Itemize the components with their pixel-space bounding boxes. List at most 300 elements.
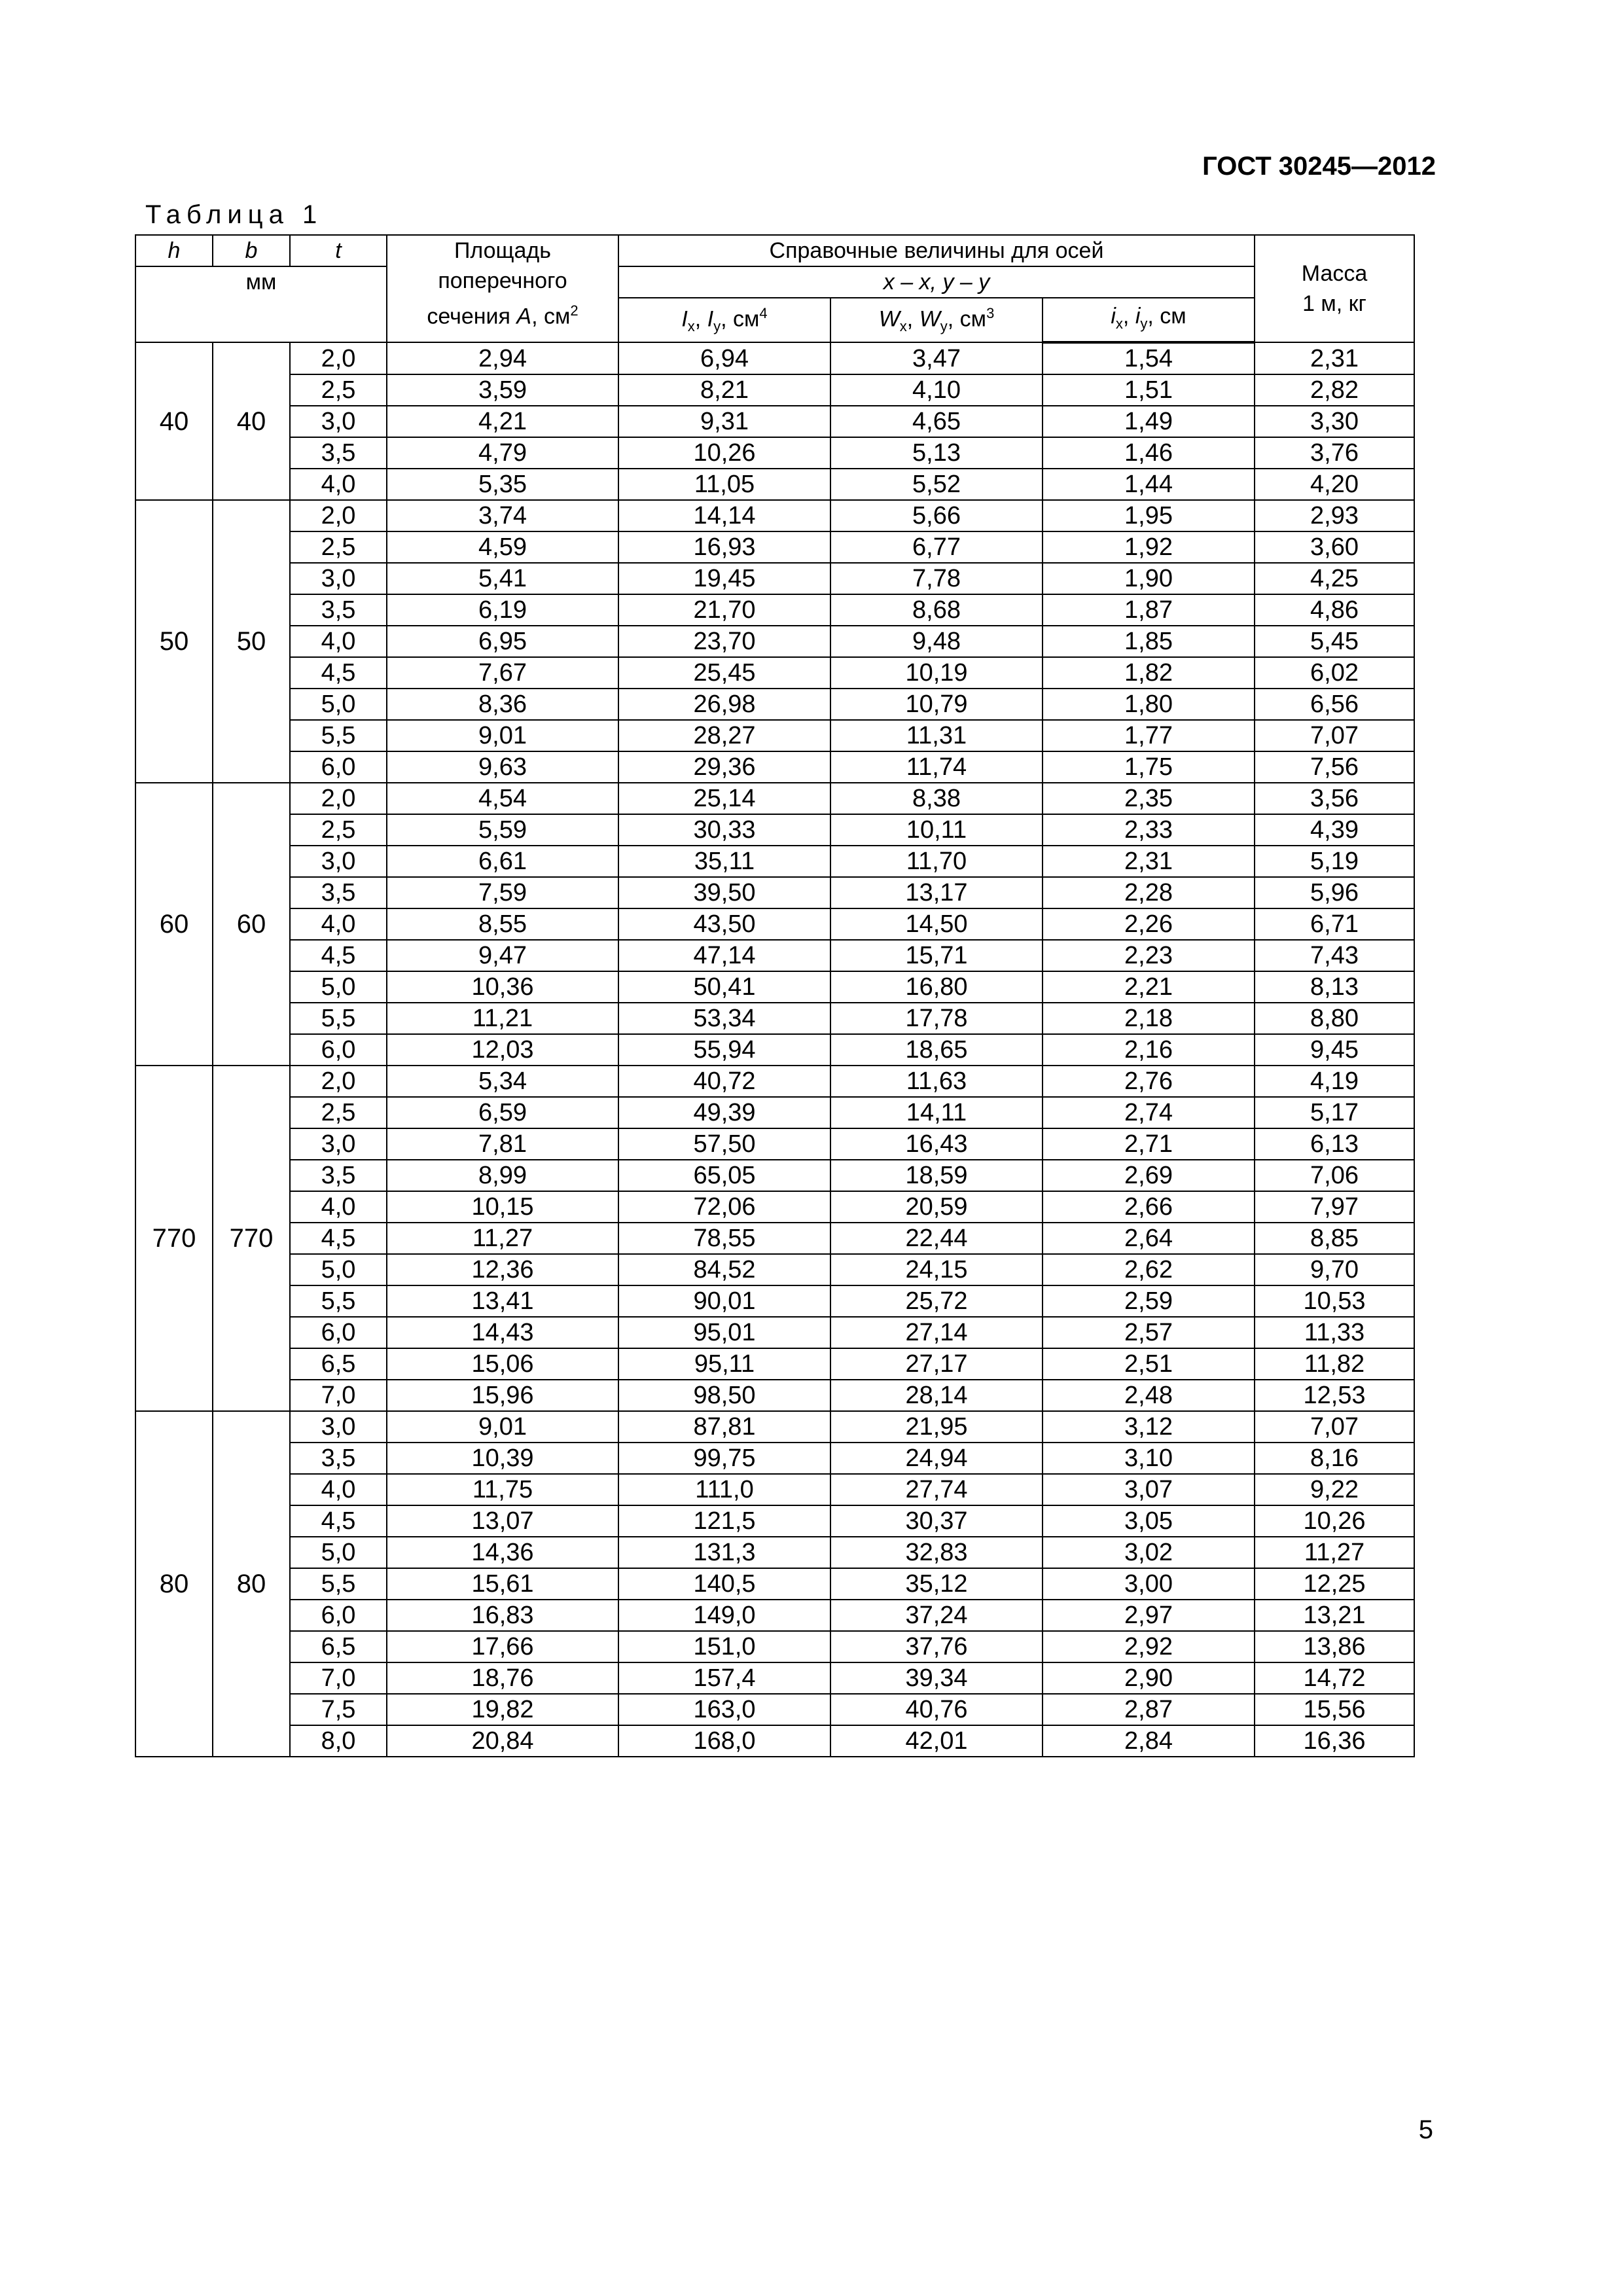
cell-area: 10,36 — [387, 971, 618, 1003]
cell-radius: 3,07 — [1043, 1474, 1255, 1505]
cell-area: 4,21 — [387, 406, 618, 437]
cell-modulus: 10,19 — [830, 657, 1043, 689]
group-b: 80 — [213, 1411, 290, 1757]
cell-mass: 3,60 — [1255, 531, 1414, 563]
cell-modulus: 42,01 — [830, 1725, 1043, 1757]
cell-radius: 1,49 — [1043, 406, 1255, 437]
cell-mass: 6,13 — [1255, 1128, 1414, 1160]
cell-radius: 2,57 — [1043, 1317, 1255, 1348]
cell-modulus: 24,15 — [830, 1254, 1043, 1285]
cell-inertia: 6,94 — [618, 342, 830, 374]
cell-t: 7,0 — [290, 1662, 387, 1694]
header-modulus-unit: , см — [947, 306, 987, 332]
cell-radius: 2,87 — [1043, 1694, 1255, 1725]
group-b: 40 — [213, 342, 290, 500]
header-inertia-a-sub: x — [687, 318, 695, 335]
cell-radius: 3,00 — [1043, 1568, 1255, 1600]
cell-t: 3,5 — [290, 1160, 387, 1191]
group-b: 50 — [213, 500, 290, 783]
header-mass-line2: 1 м, кг — [1302, 291, 1366, 317]
cell-radius: 2,51 — [1043, 1348, 1255, 1380]
header-inertia-b-sub: y — [713, 318, 721, 335]
cell-mass: 3,76 — [1255, 437, 1414, 469]
header-inertia-unit: , см — [721, 306, 760, 332]
cell-modulus: 27,74 — [830, 1474, 1043, 1505]
header-area-exp: 2 — [570, 302, 579, 319]
cell-inertia: 14,14 — [618, 500, 830, 531]
cell-inertia: 72,06 — [618, 1191, 830, 1223]
cell-radius: 2,31 — [1043, 846, 1255, 877]
cell-modulus: 8,68 — [830, 594, 1043, 626]
table-row — [135, 689, 1414, 720]
cell-radius: 2,35 — [1043, 783, 1255, 814]
table-caption: Таблица 1 — [145, 200, 323, 229]
cell-mass: 7,43 — [1255, 940, 1414, 971]
header-modulus-a: W — [878, 306, 900, 332]
cell-inertia: 157,4 — [618, 1662, 830, 1694]
cell-area: 8,55 — [387, 908, 618, 940]
header-modulus-a-sub: x — [899, 318, 907, 335]
cell-modulus: 15,71 — [830, 940, 1043, 971]
cell-mass: 3,30 — [1255, 406, 1414, 437]
cell-area: 18,76 — [387, 1662, 618, 1694]
cell-modulus: 5,13 — [830, 437, 1043, 469]
header-radius-a-sub: x — [1115, 315, 1123, 332]
cell-t: 6,5 — [290, 1631, 387, 1662]
table-row — [135, 594, 1414, 626]
cell-radius: 1,85 — [1043, 626, 1255, 657]
cell-radius: 2,21 — [1043, 971, 1255, 1003]
header-inertia-b: I — [707, 306, 714, 332]
cell-modulus: 16,43 — [830, 1128, 1043, 1160]
cell-mass: 11,33 — [1255, 1317, 1414, 1348]
cell-area: 10,15 — [387, 1191, 618, 1223]
table-row — [135, 1317, 1414, 1348]
cell-mass: 11,27 — [1255, 1537, 1414, 1568]
cell-t: 3,5 — [290, 877, 387, 908]
cell-mass: 4,39 — [1255, 814, 1414, 846]
table-row — [135, 1662, 1414, 1694]
cell-t: 6,0 — [290, 1034, 387, 1066]
cell-area: 5,34 — [387, 1066, 618, 1097]
table-row — [135, 1474, 1414, 1505]
cell-area: 5,35 — [387, 469, 618, 500]
cell-area: 6,61 — [387, 846, 618, 877]
header-modulus-b-sub: y — [940, 318, 948, 335]
cell-radius: 2,62 — [1043, 1254, 1255, 1285]
cell-mass: 11,82 — [1255, 1348, 1414, 1380]
header-area-line2: поперечного — [438, 268, 567, 293]
cell-mass: 5,96 — [1255, 877, 1414, 908]
cell-inertia: 25,14 — [618, 783, 830, 814]
cell-area: 17,66 — [387, 1631, 618, 1662]
table-row — [135, 1411, 1414, 1443]
cell-mass: 10,53 — [1255, 1285, 1414, 1317]
cell-t: 3,0 — [290, 1128, 387, 1160]
cell-area: 7,59 — [387, 877, 618, 908]
cell-inertia: 35,11 — [618, 846, 830, 877]
cell-inertia: 26,98 — [618, 689, 830, 720]
cell-radius: 1,44 — [1043, 469, 1255, 500]
cell-radius: 2,16 — [1043, 1034, 1255, 1066]
table-row — [135, 846, 1414, 877]
cell-t: 4,0 — [290, 626, 387, 657]
cell-mass: 8,13 — [1255, 971, 1414, 1003]
header-ref-values: Справочные величины для осей — [618, 235, 1255, 266]
cell-inertia: 53,34 — [618, 1003, 830, 1034]
table-row — [135, 406, 1414, 437]
header-t: t — [290, 235, 387, 266]
cell-t: 4,5 — [290, 657, 387, 689]
cell-mass: 4,19 — [1255, 1066, 1414, 1097]
cell-inertia: 168,0 — [618, 1725, 830, 1757]
cell-modulus: 8,38 — [830, 783, 1043, 814]
cell-area: 6,95 — [387, 626, 618, 657]
cell-inertia: 99,75 — [618, 1443, 830, 1474]
header-mass-line1: Масса — [1301, 261, 1368, 287]
cell-inertia: 57,50 — [618, 1128, 830, 1160]
cell-inertia: 9,31 — [618, 406, 830, 437]
cell-mass: 9,70 — [1255, 1254, 1414, 1285]
cell-t: 6,0 — [290, 1600, 387, 1631]
cell-radius: 1,46 — [1043, 437, 1255, 469]
cell-mass: 7,97 — [1255, 1191, 1414, 1223]
cell-inertia: 16,93 — [618, 531, 830, 563]
cell-mass: 16,36 — [1255, 1725, 1414, 1757]
table-row — [135, 657, 1414, 689]
cell-area: 4,79 — [387, 437, 618, 469]
header-radius-b-sub: y — [1140, 315, 1148, 332]
table-row — [135, 1285, 1414, 1317]
cell-modulus: 11,63 — [830, 1066, 1043, 1097]
cell-t: 4,0 — [290, 1191, 387, 1223]
table-row — [135, 1066, 1414, 1097]
cell-area: 15,96 — [387, 1380, 618, 1411]
group-h: 50 — [135, 500, 213, 783]
table-row — [135, 469, 1414, 500]
table-row — [135, 563, 1414, 594]
cell-modulus: 22,44 — [830, 1223, 1043, 1254]
table-row — [135, 500, 1414, 531]
cell-t: 4,5 — [290, 1223, 387, 1254]
cell-t: 5,0 — [290, 1537, 387, 1568]
group-h: 40 — [135, 342, 213, 500]
header-modulus-sep: , — [906, 306, 919, 332]
cell-modulus: 11,70 — [830, 846, 1043, 877]
table-row — [135, 720, 1414, 751]
cell-area: 9,01 — [387, 1411, 618, 1443]
cell-modulus: 37,24 — [830, 1600, 1043, 1631]
table-row — [135, 1348, 1414, 1380]
cell-modulus: 14,50 — [830, 908, 1043, 940]
cell-modulus: 21,95 — [830, 1411, 1043, 1443]
cell-mass: 4,25 — [1255, 563, 1414, 594]
cell-t: 5,5 — [290, 1568, 387, 1600]
cell-radius: 2,84 — [1043, 1725, 1255, 1757]
group-h: 60 — [135, 783, 213, 1066]
header-area-line1: Площадь — [454, 238, 551, 263]
cell-inertia: 90,01 — [618, 1285, 830, 1317]
table-header — [135, 235, 1414, 342]
cell-area: 4,59 — [387, 531, 618, 563]
cell-area: 15,61 — [387, 1568, 618, 1600]
table-row — [135, 1568, 1414, 1600]
cell-modulus: 27,17 — [830, 1348, 1043, 1380]
cell-mass: 12,25 — [1255, 1568, 1414, 1600]
cell-area: 12,03 — [387, 1034, 618, 1066]
cell-radius: 1,51 — [1043, 374, 1255, 406]
cell-mass: 7,07 — [1255, 1411, 1414, 1443]
cell-radius: 2,64 — [1043, 1223, 1255, 1254]
table-row — [135, 437, 1414, 469]
header-radius-unit: , см — [1147, 303, 1186, 329]
cell-t: 2,5 — [290, 374, 387, 406]
cell-modulus: 39,34 — [830, 1662, 1043, 1694]
group-h: 80 — [135, 1411, 213, 1757]
cell-area: 14,43 — [387, 1317, 618, 1348]
table-row — [135, 751, 1414, 783]
table-row — [135, 1631, 1414, 1662]
cell-mass: 5,19 — [1255, 846, 1414, 877]
cell-area: 5,59 — [387, 814, 618, 846]
cell-area: 13,41 — [387, 1285, 618, 1317]
cell-mass: 4,86 — [1255, 594, 1414, 626]
cell-inertia: 39,50 — [618, 877, 830, 908]
cell-area: 7,67 — [387, 657, 618, 689]
group-b: 770 — [213, 1066, 290, 1411]
cell-mass: 2,31 — [1255, 342, 1414, 374]
cell-area: 9,47 — [387, 940, 618, 971]
header-area — [387, 235, 618, 342]
cell-mass: 4,20 — [1255, 469, 1414, 500]
table-row — [135, 531, 1414, 563]
cell-area: 7,81 — [387, 1128, 618, 1160]
cell-modulus: 10,79 — [830, 689, 1043, 720]
cell-t: 6,0 — [290, 751, 387, 783]
cell-area: 20,84 — [387, 1725, 618, 1757]
cell-radius: 2,90 — [1043, 1662, 1255, 1694]
cell-t: 7,0 — [290, 1380, 387, 1411]
header-radius — [1043, 298, 1255, 342]
cell-mass: 12,53 — [1255, 1380, 1414, 1411]
cell-area: 6,59 — [387, 1097, 618, 1128]
cell-area: 11,27 — [387, 1223, 618, 1254]
header-modulus-exp: 3 — [986, 305, 995, 321]
cell-modulus: 25,72 — [830, 1285, 1043, 1317]
cell-radius: 2,23 — [1043, 940, 1255, 971]
cell-t: 3,5 — [290, 437, 387, 469]
table-row — [135, 940, 1414, 971]
cell-modulus: 9,48 — [830, 626, 1043, 657]
table-row — [135, 1694, 1414, 1725]
cell-area: 8,99 — [387, 1160, 618, 1191]
cell-radius: 3,10 — [1043, 1443, 1255, 1474]
cell-t: 8,0 — [290, 1725, 387, 1757]
cell-inertia: 95,01 — [618, 1317, 830, 1348]
cell-t: 2,0 — [290, 1066, 387, 1097]
cell-t: 3,0 — [290, 563, 387, 594]
cell-area: 3,59 — [387, 374, 618, 406]
cell-mass: 6,02 — [1255, 657, 1414, 689]
cell-area: 19,82 — [387, 1694, 618, 1725]
cell-radius: 3,05 — [1043, 1505, 1255, 1537]
cell-mass: 13,86 — [1255, 1631, 1414, 1662]
cell-inertia: 29,36 — [618, 751, 830, 783]
cell-area: 8,36 — [387, 689, 618, 720]
cell-area: 10,39 — [387, 1443, 618, 1474]
cell-radius: 2,76 — [1043, 1066, 1255, 1097]
cell-t: 4,0 — [290, 908, 387, 940]
cell-mass: 2,82 — [1255, 374, 1414, 406]
cell-area: 13,07 — [387, 1505, 618, 1537]
cell-inertia: 11,05 — [618, 469, 830, 500]
table-row — [135, 1191, 1414, 1223]
header-dims-unit: мм — [135, 266, 387, 342]
cell-t: 2,0 — [290, 500, 387, 531]
cell-modulus: 11,74 — [830, 751, 1043, 783]
cell-mass: 13,21 — [1255, 1600, 1414, 1631]
table-row — [135, 1034, 1414, 1066]
cell-inertia: 43,50 — [618, 908, 830, 940]
cell-t: 5,0 — [290, 689, 387, 720]
cell-inertia: 95,11 — [618, 1348, 830, 1380]
cell-radius: 1,80 — [1043, 689, 1255, 720]
cell-t: 5,5 — [290, 1285, 387, 1317]
cell-modulus: 5,52 — [830, 469, 1043, 500]
cell-mass: 6,56 — [1255, 689, 1414, 720]
table-row — [135, 1097, 1414, 1128]
cell-area: 16,83 — [387, 1600, 618, 1631]
cell-area: 11,75 — [387, 1474, 618, 1505]
table-row — [135, 1505, 1414, 1537]
cell-radius: 2,74 — [1043, 1097, 1255, 1128]
table-row — [135, 814, 1414, 846]
table-row — [135, 1380, 1414, 1411]
cell-t: 6,0 — [290, 1317, 387, 1348]
header-radius-a: i — [1111, 303, 1116, 329]
cell-area: 12,36 — [387, 1254, 618, 1285]
table-row — [135, 1443, 1414, 1474]
cell-mass: 9,45 — [1255, 1034, 1414, 1066]
cell-inertia: 19,45 — [618, 563, 830, 594]
cell-radius: 2,26 — [1043, 908, 1255, 940]
cell-modulus: 5,66 — [830, 500, 1043, 531]
cell-modulus: 30,37 — [830, 1505, 1043, 1537]
header-area-prefix: сечения — [427, 304, 517, 329]
cell-modulus: 32,83 — [830, 1537, 1043, 1568]
cell-inertia: 50,41 — [618, 971, 830, 1003]
cell-radius: 1,54 — [1043, 342, 1255, 374]
cell-mass: 9,22 — [1255, 1474, 1414, 1505]
cell-inertia: 40,72 — [618, 1066, 830, 1097]
cell-radius: 2,92 — [1043, 1631, 1255, 1662]
cell-inertia: 84,52 — [618, 1254, 830, 1285]
cell-t: 4,0 — [290, 1474, 387, 1505]
table-body — [135, 342, 1414, 1757]
cell-modulus: 10,11 — [830, 814, 1043, 846]
cell-mass: 7,07 — [1255, 720, 1414, 751]
cell-mass: 2,93 — [1255, 500, 1414, 531]
cell-t: 7,5 — [290, 1694, 387, 1725]
cell-radius: 1,95 — [1043, 500, 1255, 531]
table-row — [135, 783, 1414, 814]
cell-inertia: 131,3 — [618, 1537, 830, 1568]
cell-t: 2,0 — [290, 783, 387, 814]
cell-t: 5,5 — [290, 720, 387, 751]
header-inertia-a: I — [681, 306, 688, 332]
cell-inertia: 47,14 — [618, 940, 830, 971]
header-modulus-b: W — [919, 306, 940, 332]
cell-modulus: 35,12 — [830, 1568, 1043, 1600]
table-row — [135, 1003, 1414, 1034]
cell-t: 3,0 — [290, 846, 387, 877]
cell-inertia: 10,26 — [618, 437, 830, 469]
header-inertia-sep: , — [694, 306, 707, 332]
cell-modulus: 37,76 — [830, 1631, 1043, 1662]
header-radius-b: i — [1135, 303, 1141, 329]
cell-inertia: 98,50 — [618, 1380, 830, 1411]
cell-inertia: 111,0 — [618, 1474, 830, 1505]
cell-radius: 3,12 — [1043, 1411, 1255, 1443]
page-number: 5 — [1418, 2115, 1433, 2144]
header-area-var: A — [516, 304, 532, 329]
cell-radius: 2,33 — [1043, 814, 1255, 846]
cell-mass: 8,16 — [1255, 1443, 1414, 1474]
cell-t: 2,5 — [290, 814, 387, 846]
cell-modulus: 11,31 — [830, 720, 1043, 751]
header-area-line3 — [387, 296, 618, 331]
cell-modulus: 40,76 — [830, 1694, 1043, 1725]
cell-radius: 1,87 — [1043, 594, 1255, 626]
table-row — [135, 1600, 1414, 1631]
cell-modulus: 6,77 — [830, 531, 1043, 563]
table-row — [135, 908, 1414, 940]
cell-mass: 6,71 — [1255, 908, 1414, 940]
cell-inertia: 151,0 — [618, 1631, 830, 1662]
cell-inertia: 21,70 — [618, 594, 830, 626]
cell-radius: 2,69 — [1043, 1160, 1255, 1191]
cell-modulus: 24,94 — [830, 1443, 1043, 1474]
table-row — [135, 1537, 1414, 1568]
cell-radius: 2,59 — [1043, 1285, 1255, 1317]
cell-t: 4,0 — [290, 469, 387, 500]
cell-radius: 1,92 — [1043, 531, 1255, 563]
cell-mass: 7,06 — [1255, 1160, 1414, 1191]
header-b: b — [213, 235, 290, 266]
header-axes: x – x, y – y — [618, 266, 1255, 298]
document-code: ГОСТ 30245—2012 — [1202, 152, 1436, 181]
table-row — [135, 1254, 1414, 1285]
cell-radius: 2,18 — [1043, 1003, 1255, 1034]
cell-inertia: 149,0 — [618, 1600, 830, 1631]
cell-inertia: 23,70 — [618, 626, 830, 657]
cell-modulus: 7,78 — [830, 563, 1043, 594]
profile-table — [135, 234, 1415, 1757]
cell-t: 5,5 — [290, 1003, 387, 1034]
cell-t: 5,0 — [290, 1254, 387, 1285]
cell-mass: 5,45 — [1255, 626, 1414, 657]
table-row — [135, 626, 1414, 657]
cell-inertia: 163,0 — [618, 1694, 830, 1725]
table-row — [135, 877, 1414, 908]
cell-modulus: 13,17 — [830, 877, 1043, 908]
cell-inertia: 140,5 — [618, 1568, 830, 1600]
cell-t: 3,0 — [290, 406, 387, 437]
cell-area: 11,21 — [387, 1003, 618, 1034]
cell-mass: 3,56 — [1255, 783, 1414, 814]
header-inertia-exp: 4 — [759, 305, 768, 321]
cell-radius: 2,66 — [1043, 1191, 1255, 1223]
